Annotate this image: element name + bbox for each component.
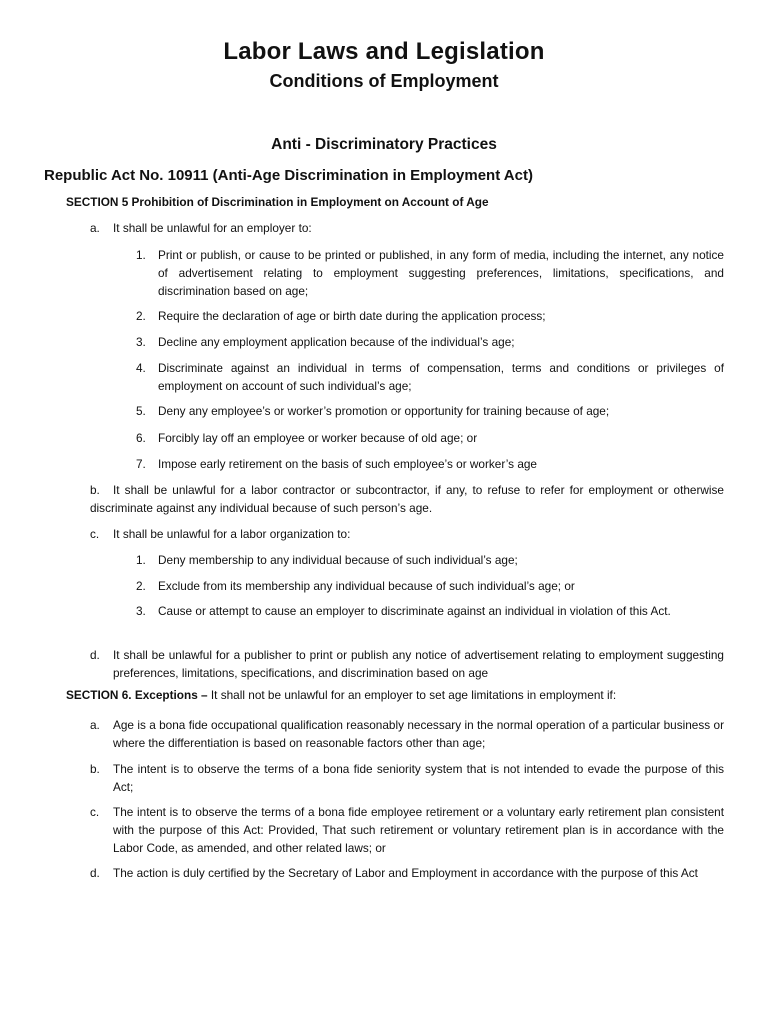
- list-marker: 1.: [136, 553, 146, 567]
- list-marker: d.: [90, 866, 100, 880]
- list-marker: a.: [90, 221, 100, 235]
- list-marker: b.: [90, 762, 100, 776]
- list-text: Require the declaration of age or birth date during the application process;: [158, 309, 546, 323]
- section6-intro: It shall not be unlawful for an employer to set age limitations in employment if:: [207, 688, 617, 702]
- section6-title: SECTION 6. Exceptions –: [66, 688, 208, 702]
- list-text: It shall be unlawful for a publisher to print or publish any notice of advertisement relating to employment suggesting preferences, limitations, specifications, and discrimination based on age: [113, 648, 724, 680]
- list-marker: c.: [90, 527, 100, 541]
- section5-heading: SECTION 5 Prohibition of Discrimination in Employment on Account of Age: [66, 195, 489, 209]
- list-marker: 1.: [136, 248, 146, 262]
- list-marker: 7.: [136, 457, 146, 471]
- act-title: Republic Act No. 10911 (Anti-Age Discrimination in Employment Act): [44, 167, 533, 184]
- list-text: It shall be unlawful for an employer to:: [113, 221, 312, 235]
- list-marker: 3.: [136, 335, 146, 349]
- list-text: Age is a bona fide occupational qualification reasonably necessary in the normal operation of a particular business or where the differentiation is based on reasonable factors other than age;: [113, 718, 724, 750]
- list-text: Cause or attempt to cause an employer to discriminate against an individual in violation of this Act.: [158, 604, 671, 618]
- list-marker: 4.: [136, 361, 146, 375]
- page-subtitle: Conditions of Employment: [269, 71, 499, 91]
- list-text-body: It shall be unlawful for a labor contractor or subcontractor, if any, to refuse to refer for employment or otherwise discriminate against any individual because of such person’s age.: [90, 483, 724, 515]
- list-text: Decline any employment application because of the individual’s age;: [158, 335, 515, 349]
- list-text: Exclude from its membership any individual because of such individual’s age; or: [158, 579, 575, 593]
- section-heading: Anti - Discriminatory Practices: [271, 136, 497, 153]
- list-text: It shall be unlawful for a labor organization to:: [113, 527, 351, 541]
- list-text: The action is duly certified by the Secretary of Labor and Employment in accordance with the purpose of this Act: [113, 866, 698, 880]
- section6-heading: [66, 688, 726, 702]
- list-text: The intent is to observe the terms of a bona fide seniority system that is not intended to evade the purpose of this Act;: [113, 762, 724, 794]
- list-marker: a.: [90, 718, 100, 732]
- list-marker: 2.: [136, 579, 146, 593]
- list-marker: 3.: [136, 604, 146, 618]
- list-text: Deny any employee’s or worker’s promotion or opportunity for training because of age;: [158, 404, 610, 418]
- page-title: Labor Laws and Legislation: [223, 38, 545, 65]
- list-text: Discriminate against an individual in terms of compensation, terms and conditions or privileges of employment on account of such individual’s age;: [158, 361, 724, 393]
- list-text: Deny membership to any individual because of such individual’s age;: [158, 553, 518, 567]
- list-text: Impose early retirement on the basis of such employee’s or worker’s age: [158, 457, 537, 471]
- list-marker: b.: [90, 483, 100, 497]
- list-text: The intent is to observe the terms of a bona fide employee retirement or a voluntary early retirement plan consistent with the purpose of this Act: Provided, That such retirement or voluntary retirement plan is in accordance with the Labor Code, as amended, and other related laws; or: [113, 805, 724, 855]
- list-text: Forcibly lay off an employee or worker because of old age; or: [158, 431, 478, 445]
- list-marker: 5.: [136, 404, 146, 418]
- list-marker: 6.: [136, 431, 146, 445]
- list-marker: d.: [90, 648, 100, 662]
- list-marker: c.: [90, 805, 100, 819]
- list-marker: 2.: [136, 309, 146, 323]
- list-text: Print or publish, or cause to be printed or published, in any form of media, including the internet, any notice of advertisement relating to employment suggesting preferences, limitations, specifications, and discrimination based on age;: [158, 248, 724, 298]
- list-text: [90, 481, 724, 517]
